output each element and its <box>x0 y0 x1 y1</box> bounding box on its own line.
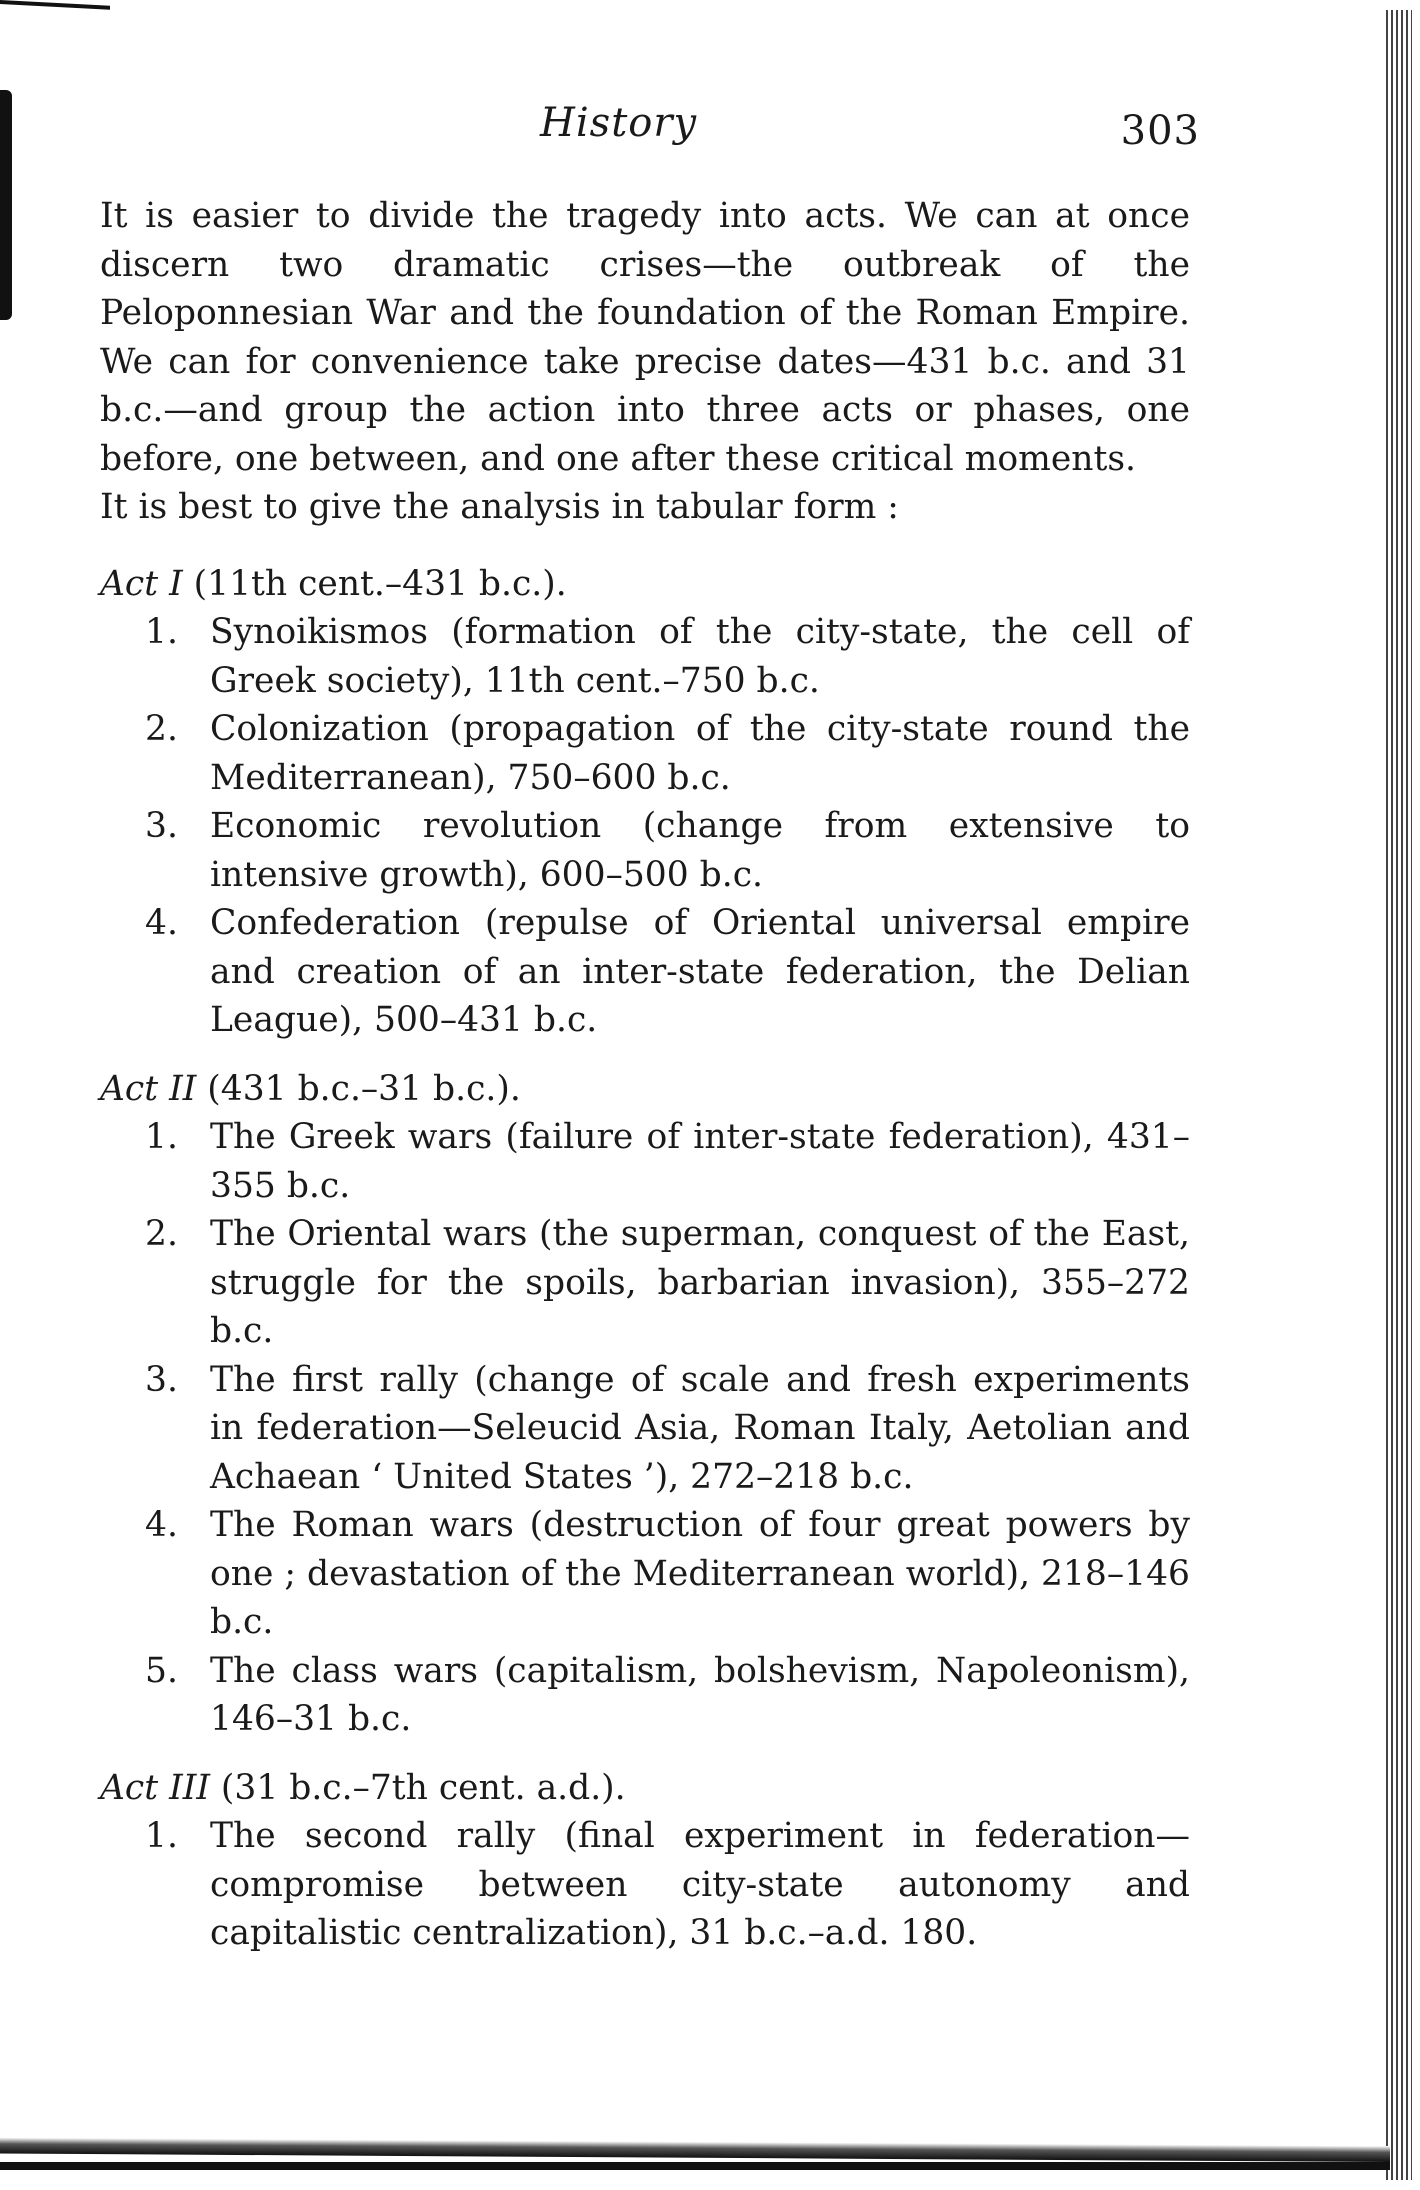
item-text: The class wars (capitalism, bolshevism, Napoleonism), 146–31 b.c. <box>210 1650 1190 1739</box>
item-text: The Greek wars (failure of inter-state federation), 431–355 b.c. <box>210 1117 1190 1206</box>
list-item <box>100 1113 1190 1210</box>
item-text: The first rally (change of scale and fresh experiments in federation—Seleucid Asia, Roman Italy, Aetolian and Achaean ‘ United States ’), 272–218 b.c. <box>210 1359 1190 1497</box>
item-number: 1. <box>145 1816 178 1856</box>
item-number: 1. <box>145 612 178 652</box>
scan-edge-left <box>0 90 12 320</box>
scan-edge-bottom-shadow <box>0 2162 1390 2170</box>
list-item <box>100 802 1190 899</box>
act-range: (431 b.c.–31 b.c.). <box>207 1068 521 1109</box>
act-label: Act I <box>100 563 183 604</box>
item-number: 4. <box>145 903 178 943</box>
act-section <box>100 1065 1190 1744</box>
item-number: 4. <box>145 1505 178 1545</box>
page-header <box>100 100 1200 160</box>
item-number: 3. <box>145 806 178 846</box>
list-item <box>100 705 1190 802</box>
item-number: 2. <box>145 1214 178 1254</box>
act-heading <box>100 1764 1190 1813</box>
act-item-list <box>100 1113 1190 1744</box>
list-item <box>100 1647 1190 1744</box>
act-label: Act II <box>100 1068 197 1109</box>
book-spine-edge <box>1386 10 1412 2180</box>
intro-paragraph: It is best to give the analysis in tabular form : <box>100 487 899 527</box>
intro-paragraph: It is easier to divide the tragedy into acts. We can at once discern two dramatic crises—the outbreak of the Peloponnesian War and the foundation of the Roman Empire. We can for convenience take precise dates—431 b.c. and 31 b.c.—and group the action into three acts or phases, one before, one between, and one after these critical moments. <box>100 196 1190 479</box>
running-head: History <box>540 100 698 146</box>
list-item <box>100 608 1190 705</box>
item-text: The Oriental wars (the superman, conquest of the East, struggle for the spoils, barbarian invasion), 355–272 b.c. <box>210 1214 1190 1351</box>
list-item <box>100 899 1190 1045</box>
list-item <box>100 1356 1190 1502</box>
item-number: 1. <box>145 1117 178 1157</box>
item-number: 3. <box>145 1359 178 1400</box>
act-label: Act III <box>100 1767 210 1808</box>
act-section <box>100 560 1190 1045</box>
act-heading <box>100 1065 1190 1114</box>
act-section <box>100 1764 1190 1958</box>
item-text: The Roman wars (destruction of four great powers by one ; devastation of the Mediterranean world), 218–146 b.c. <box>210 1505 1190 1642</box>
item-text: The second rally (final experiment in federation—compromise between city-state autonomy and capitalistic centralization), 31 b.c.–a.d. 180. <box>210 1816 1190 1953</box>
act-heading <box>100 560 1190 609</box>
act-range: (11th cent.–431 b.c.). <box>193 563 567 604</box>
item-text: Colonization (propagation of the city-state round the Mediterranean), 750–600 b.c. <box>210 709 1190 798</box>
act-item-list <box>100 608 1190 1045</box>
item-text: Synoikismos (formation of the city-state, the cell of Greek society), 11th cent.–750 b.c. <box>210 612 1190 701</box>
act-range: (31 b.c.–7th cent. a.d.). <box>220 1767 626 1808</box>
list-item <box>100 1812 1190 1958</box>
item-text: Economic revolution (change from extensive to intensive growth), 600–500 b.c. <box>210 806 1190 895</box>
item-number: 2. <box>145 709 178 749</box>
act-item-list <box>100 1812 1190 1958</box>
list-item <box>100 1210 1190 1356</box>
page-body <box>100 192 1190 1958</box>
page-number: 303 <box>1120 108 1200 154</box>
list-item <box>100 1501 1190 1647</box>
item-number: 5. <box>145 1650 178 1691</box>
scan-edge-bottom <box>0 2138 1390 2162</box>
item-text: Confederation (repulse of Oriental universal empire and creation of an inter-state federation, the Delian League), 500–431 b.c. <box>210 903 1190 1040</box>
scan-edge-top <box>0 0 110 10</box>
